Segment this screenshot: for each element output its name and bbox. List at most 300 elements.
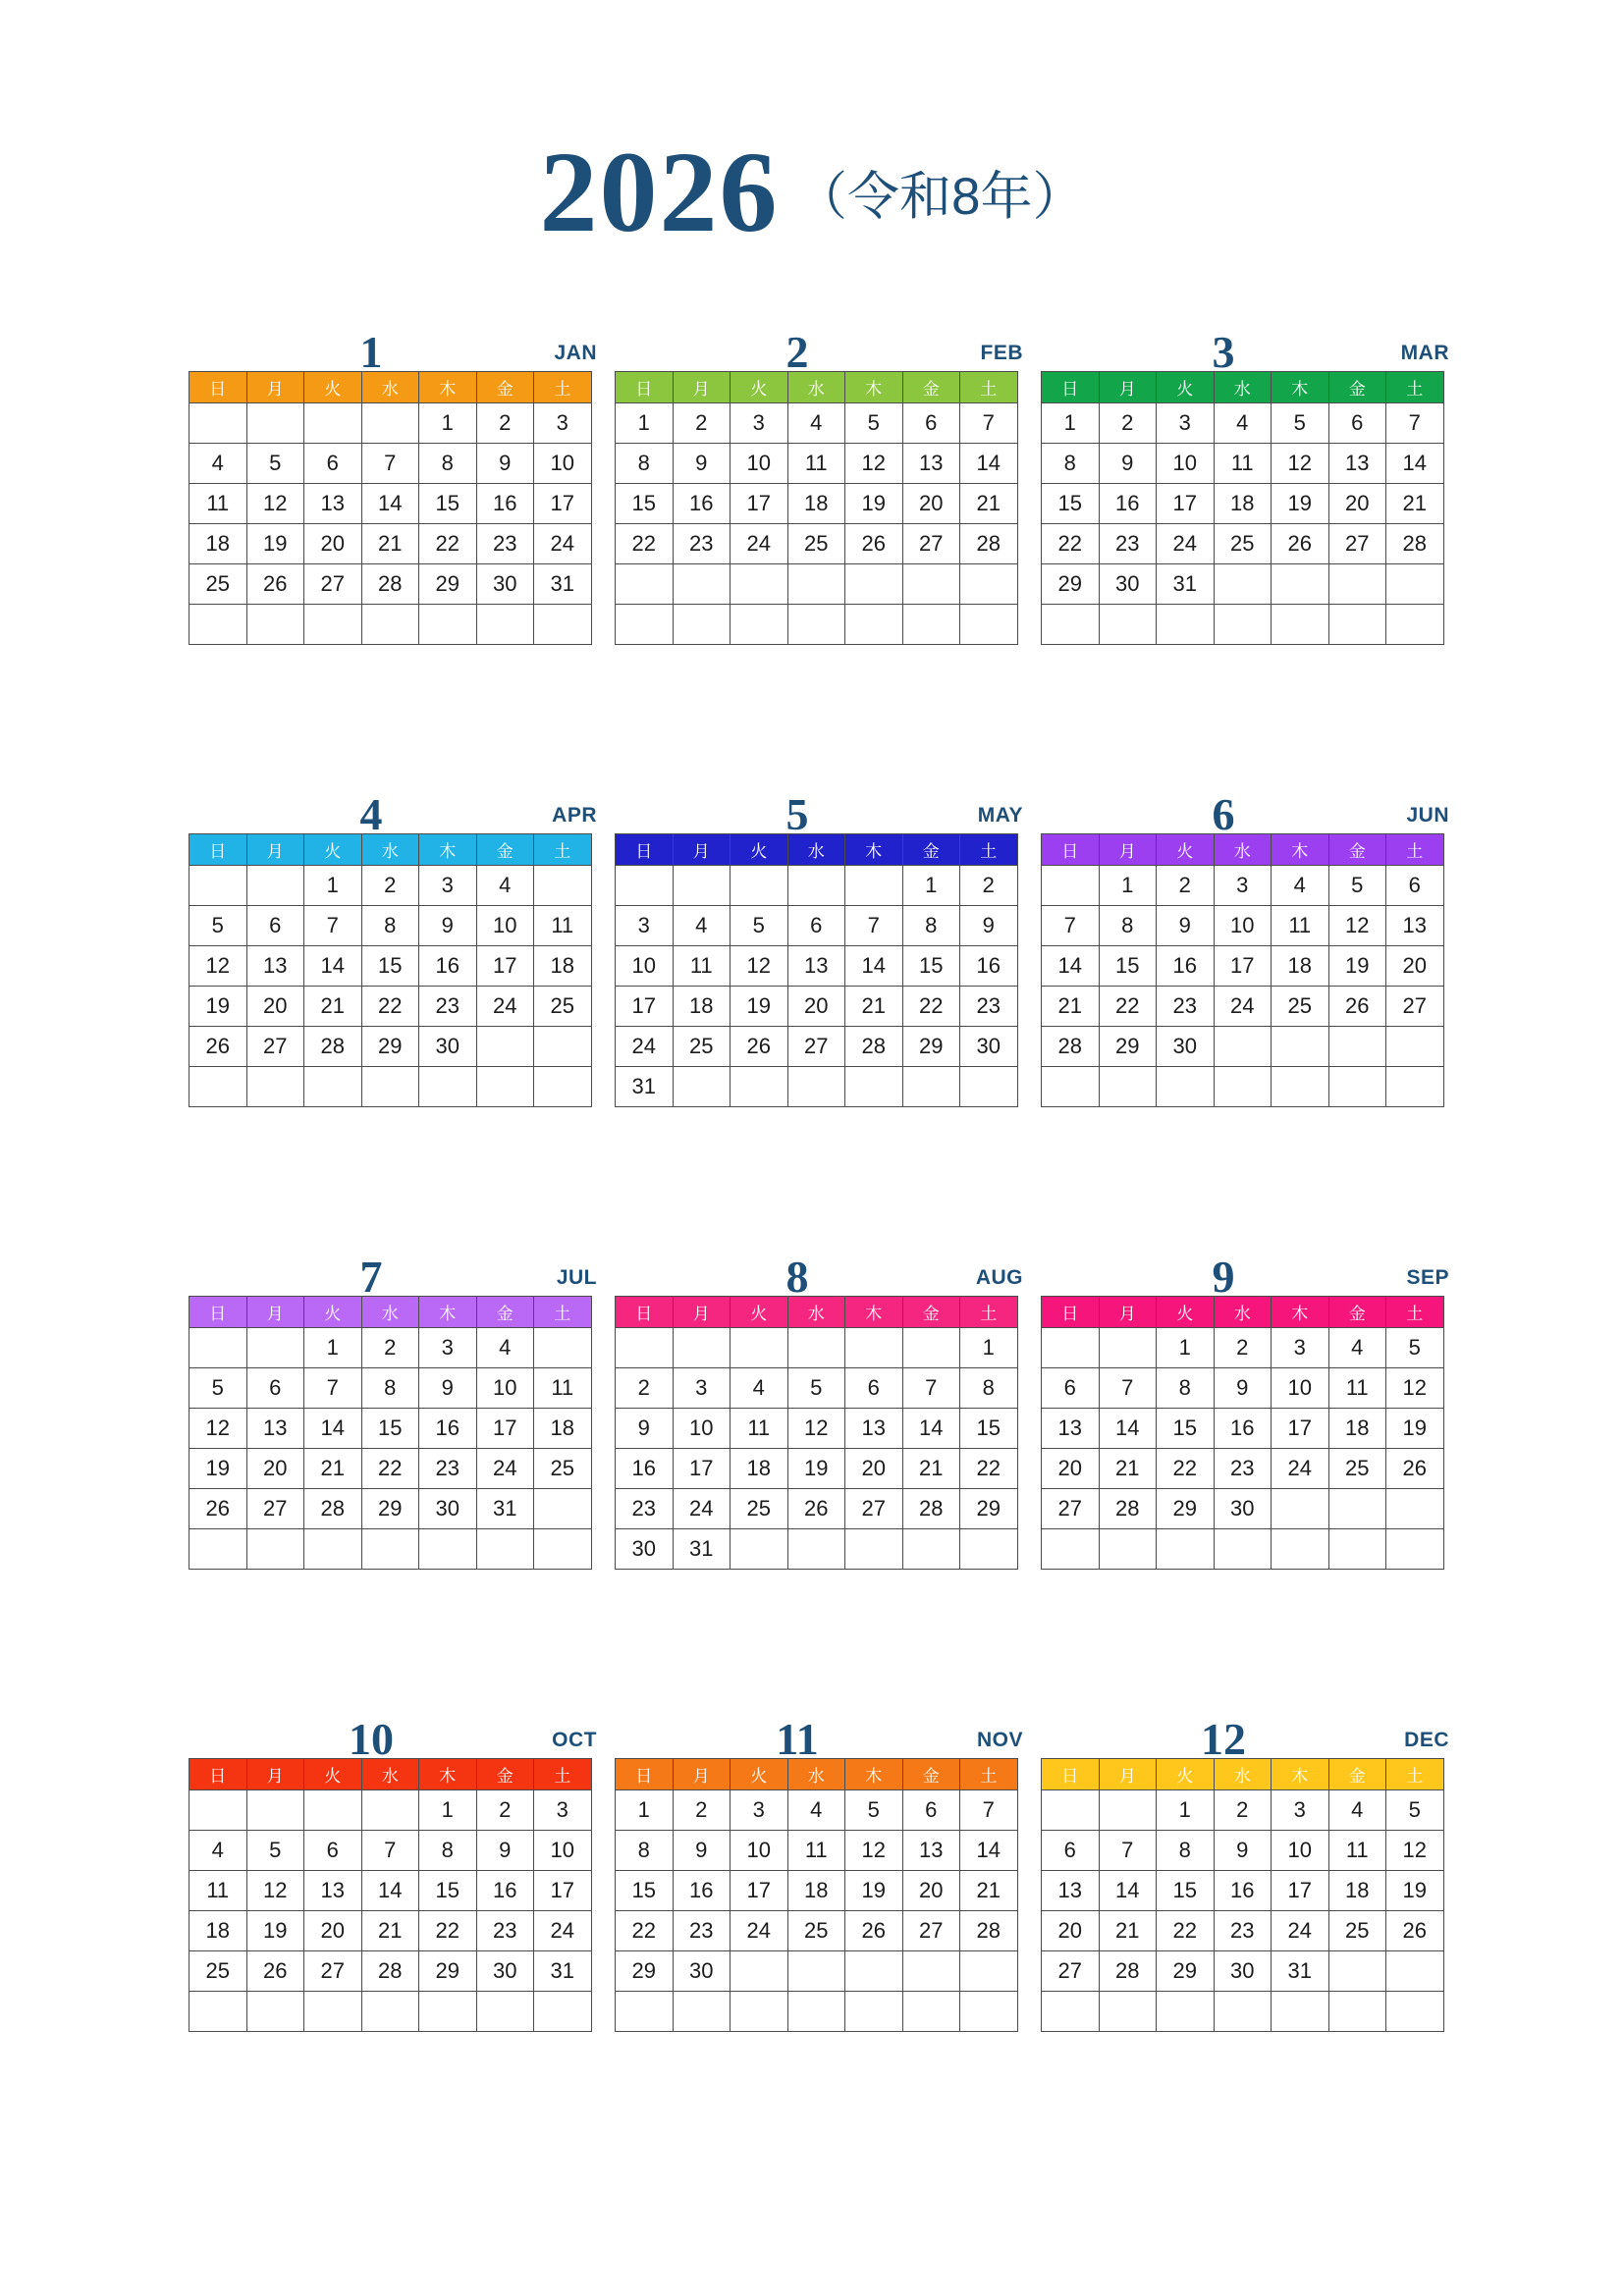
day-cell[interactable]: 30 bbox=[1099, 564, 1157, 605]
day-cell[interactable]: 17 bbox=[534, 1871, 592, 1911]
day-cell[interactable]: 10 bbox=[616, 946, 674, 987]
day-cell[interactable]: 27 bbox=[246, 1027, 304, 1067]
day-cell[interactable]: 10 bbox=[1214, 906, 1272, 946]
day-cell[interactable]: 12 bbox=[189, 946, 247, 987]
day-cell[interactable]: 5 bbox=[845, 403, 903, 444]
day-cell[interactable]: 7 bbox=[304, 906, 362, 946]
day-cell[interactable]: 13 bbox=[902, 1831, 960, 1871]
day-cell[interactable]: 21 bbox=[960, 484, 1018, 524]
day-cell[interactable]: 8 bbox=[1099, 906, 1157, 946]
day-cell[interactable]: 31 bbox=[1157, 564, 1215, 605]
day-cell[interactable]: 14 bbox=[361, 484, 419, 524]
day-cell[interactable]: 27 bbox=[902, 1911, 960, 1951]
day-cell[interactable]: 20 bbox=[304, 1911, 362, 1951]
day-cell[interactable]: 9 bbox=[476, 444, 534, 484]
day-cell[interactable]: 19 bbox=[246, 1911, 304, 1951]
day-cell[interactable]: 10 bbox=[1272, 1831, 1329, 1871]
day-cell[interactable]: 10 bbox=[534, 444, 592, 484]
day-cell[interactable]: 1 bbox=[1042, 403, 1100, 444]
day-cell[interactable]: 3 bbox=[1272, 1790, 1329, 1831]
day-cell[interactable]: 1 bbox=[616, 1790, 674, 1831]
day-cell[interactable]: 26 bbox=[845, 1911, 903, 1951]
day-cell[interactable]: 21 bbox=[1099, 1911, 1157, 1951]
day-cell[interactable]: 24 bbox=[1157, 524, 1215, 564]
day-cell[interactable]: 12 bbox=[787, 1409, 845, 1449]
day-cell[interactable]: 3 bbox=[1157, 403, 1215, 444]
day-cell[interactable]: 17 bbox=[673, 1449, 731, 1489]
day-cell[interactable]: 9 bbox=[1214, 1831, 1272, 1871]
day-cell[interactable]: 28 bbox=[361, 1951, 419, 1992]
day-cell[interactable]: 14 bbox=[361, 1871, 419, 1911]
day-cell[interactable]: 22 bbox=[960, 1449, 1018, 1489]
day-cell[interactable]: 28 bbox=[304, 1489, 362, 1529]
day-cell[interactable]: 16 bbox=[419, 946, 477, 987]
day-cell[interactable]: 27 bbox=[304, 1951, 362, 1992]
day-cell[interactable]: 7 bbox=[361, 1831, 419, 1871]
day-cell[interactable]: 1 bbox=[902, 866, 960, 906]
day-cell[interactable]: 20 bbox=[246, 1449, 304, 1489]
day-cell[interactable]: 2 bbox=[1157, 866, 1215, 906]
day-cell[interactable]: 19 bbox=[787, 1449, 845, 1489]
day-cell[interactable]: 26 bbox=[731, 1027, 788, 1067]
day-cell[interactable]: 3 bbox=[419, 866, 477, 906]
day-cell[interactable]: 12 bbox=[1386, 1831, 1444, 1871]
day-cell[interactable]: 4 bbox=[476, 866, 534, 906]
day-cell[interactable]: 17 bbox=[1272, 1409, 1329, 1449]
day-cell[interactable]: 12 bbox=[845, 444, 903, 484]
day-cell[interactable]: 2 bbox=[476, 1790, 534, 1831]
day-cell[interactable]: 21 bbox=[361, 1911, 419, 1951]
day-cell[interactable]: 29 bbox=[419, 564, 477, 605]
day-cell[interactable]: 18 bbox=[534, 946, 592, 987]
day-cell[interactable]: 30 bbox=[476, 564, 534, 605]
day-cell[interactable]: 22 bbox=[419, 524, 477, 564]
day-cell[interactable]: 18 bbox=[1272, 946, 1329, 987]
day-cell[interactable]: 22 bbox=[616, 1911, 674, 1951]
day-cell[interactable]: 8 bbox=[616, 1831, 674, 1871]
day-cell[interactable]: 6 bbox=[304, 1831, 362, 1871]
day-cell[interactable]: 8 bbox=[902, 906, 960, 946]
day-cell[interactable]: 23 bbox=[673, 524, 731, 564]
day-cell[interactable]: 24 bbox=[534, 524, 592, 564]
day-cell[interactable]: 14 bbox=[845, 946, 903, 987]
day-cell[interactable]: 22 bbox=[1157, 1449, 1215, 1489]
day-cell[interactable]: 18 bbox=[189, 524, 247, 564]
day-cell[interactable]: 11 bbox=[189, 484, 247, 524]
day-cell[interactable]: 18 bbox=[1328, 1409, 1386, 1449]
day-cell[interactable]: 25 bbox=[673, 1027, 731, 1067]
day-cell[interactable]: 25 bbox=[731, 1489, 788, 1529]
day-cell[interactable]: 28 bbox=[304, 1027, 362, 1067]
day-cell[interactable]: 7 bbox=[1042, 906, 1100, 946]
day-cell[interactable]: 10 bbox=[731, 444, 788, 484]
day-cell[interactable]: 15 bbox=[361, 946, 419, 987]
day-cell[interactable]: 13 bbox=[1042, 1409, 1100, 1449]
day-cell[interactable]: 27 bbox=[1042, 1951, 1100, 1992]
day-cell[interactable]: 23 bbox=[419, 987, 477, 1027]
day-cell[interactable]: 27 bbox=[1386, 987, 1444, 1027]
day-cell[interactable]: 5 bbox=[189, 906, 247, 946]
day-cell[interactable]: 20 bbox=[902, 484, 960, 524]
day-cell[interactable]: 9 bbox=[616, 1409, 674, 1449]
day-cell[interactable]: 20 bbox=[902, 1871, 960, 1911]
day-cell[interactable]: 14 bbox=[304, 946, 362, 987]
day-cell[interactable]: 10 bbox=[534, 1831, 592, 1871]
day-cell[interactable]: 12 bbox=[189, 1409, 247, 1449]
day-cell[interactable]: 20 bbox=[1328, 484, 1386, 524]
day-cell[interactable]: 14 bbox=[960, 444, 1018, 484]
day-cell[interactable]: 18 bbox=[731, 1449, 788, 1489]
day-cell[interactable]: 4 bbox=[1214, 403, 1272, 444]
day-cell[interactable]: 2 bbox=[960, 866, 1018, 906]
day-cell[interactable]: 19 bbox=[731, 987, 788, 1027]
day-cell[interactable]: 5 bbox=[1328, 866, 1386, 906]
day-cell[interactable]: 8 bbox=[616, 444, 674, 484]
day-cell[interactable]: 28 bbox=[1386, 524, 1444, 564]
day-cell[interactable]: 25 bbox=[1214, 524, 1272, 564]
day-cell[interactable]: 24 bbox=[731, 524, 788, 564]
day-cell[interactable]: 27 bbox=[845, 1489, 903, 1529]
day-cell[interactable]: 24 bbox=[731, 1911, 788, 1951]
day-cell[interactable]: 22 bbox=[1042, 524, 1100, 564]
day-cell[interactable]: 22 bbox=[419, 1911, 477, 1951]
day-cell[interactable]: 1 bbox=[419, 403, 477, 444]
day-cell[interactable]: 18 bbox=[787, 484, 845, 524]
day-cell[interactable]: 29 bbox=[1099, 1027, 1157, 1067]
day-cell[interactable]: 13 bbox=[787, 946, 845, 987]
day-cell[interactable]: 19 bbox=[1272, 484, 1329, 524]
day-cell[interactable]: 10 bbox=[673, 1409, 731, 1449]
day-cell[interactable]: 4 bbox=[476, 1328, 534, 1368]
day-cell[interactable]: 31 bbox=[1272, 1951, 1329, 1992]
day-cell[interactable]: 6 bbox=[902, 403, 960, 444]
day-cell[interactable]: 18 bbox=[1328, 1871, 1386, 1911]
day-cell[interactable]: 5 bbox=[1386, 1790, 1444, 1831]
day-cell[interactable]: 22 bbox=[1099, 987, 1157, 1027]
day-cell[interactable]: 26 bbox=[1272, 524, 1329, 564]
day-cell[interactable]: 23 bbox=[419, 1449, 477, 1489]
day-cell[interactable]: 21 bbox=[902, 1449, 960, 1489]
day-cell[interactable]: 3 bbox=[1214, 866, 1272, 906]
day-cell[interactable]: 6 bbox=[1328, 403, 1386, 444]
day-cell[interactable]: 23 bbox=[1099, 524, 1157, 564]
day-cell[interactable]: 3 bbox=[419, 1328, 477, 1368]
day-cell[interactable]: 16 bbox=[673, 1871, 731, 1911]
day-cell[interactable]: 1 bbox=[1157, 1328, 1215, 1368]
day-cell[interactable]: 28 bbox=[960, 1911, 1018, 1951]
day-cell[interactable]: 23 bbox=[476, 524, 534, 564]
day-cell[interactable]: 15 bbox=[616, 484, 674, 524]
day-cell[interactable]: 20 bbox=[246, 987, 304, 1027]
day-cell[interactable]: 8 bbox=[419, 1831, 477, 1871]
day-cell[interactable]: 26 bbox=[787, 1489, 845, 1529]
day-cell[interactable]: 25 bbox=[1272, 987, 1329, 1027]
day-cell[interactable]: 25 bbox=[534, 1449, 592, 1489]
day-cell[interactable]: 24 bbox=[616, 1027, 674, 1067]
day-cell[interactable]: 20 bbox=[787, 987, 845, 1027]
day-cell[interactable]: 23 bbox=[616, 1489, 674, 1529]
day-cell[interactable]: 6 bbox=[246, 906, 304, 946]
day-cell[interactable]: 15 bbox=[1157, 1409, 1215, 1449]
day-cell[interactable]: 25 bbox=[534, 987, 592, 1027]
day-cell[interactable]: 22 bbox=[361, 987, 419, 1027]
day-cell[interactable]: 20 bbox=[1042, 1449, 1100, 1489]
day-cell[interactable]: 20 bbox=[1386, 946, 1444, 987]
day-cell[interactable]: 2 bbox=[616, 1368, 674, 1409]
day-cell[interactable]: 26 bbox=[1328, 987, 1386, 1027]
day-cell[interactable]: 10 bbox=[476, 1368, 534, 1409]
day-cell[interactable]: 27 bbox=[246, 1489, 304, 1529]
day-cell[interactable]: 13 bbox=[246, 1409, 304, 1449]
day-cell[interactable]: 14 bbox=[1386, 444, 1444, 484]
day-cell[interactable]: 4 bbox=[1328, 1790, 1386, 1831]
day-cell[interactable]: 1 bbox=[1157, 1790, 1215, 1831]
day-cell[interactable]: 3 bbox=[1272, 1328, 1329, 1368]
day-cell[interactable]: 2 bbox=[673, 1790, 731, 1831]
day-cell[interactable]: 12 bbox=[845, 1831, 903, 1871]
day-cell[interactable]: 11 bbox=[1328, 1831, 1386, 1871]
day-cell[interactable]: 30 bbox=[419, 1489, 477, 1529]
day-cell[interactable]: 30 bbox=[476, 1951, 534, 1992]
day-cell[interactable]: 19 bbox=[1386, 1409, 1444, 1449]
day-cell[interactable]: 6 bbox=[902, 1790, 960, 1831]
day-cell[interactable]: 29 bbox=[419, 1951, 477, 1992]
day-cell[interactable]: 2 bbox=[361, 866, 419, 906]
day-cell[interactable]: 30 bbox=[960, 1027, 1018, 1067]
day-cell[interactable]: 20 bbox=[1042, 1911, 1100, 1951]
day-cell[interactable]: 31 bbox=[534, 1951, 592, 1992]
day-cell[interactable]: 22 bbox=[361, 1449, 419, 1489]
day-cell[interactable]: 21 bbox=[960, 1871, 1018, 1911]
day-cell[interactable]: 11 bbox=[731, 1409, 788, 1449]
day-cell[interactable]: 15 bbox=[1157, 1871, 1215, 1911]
day-cell[interactable]: 26 bbox=[845, 524, 903, 564]
day-cell[interactable]: 7 bbox=[902, 1368, 960, 1409]
day-cell[interactable]: 24 bbox=[476, 987, 534, 1027]
day-cell[interactable]: 1 bbox=[304, 866, 362, 906]
day-cell[interactable]: 6 bbox=[787, 906, 845, 946]
day-cell[interactable]: 28 bbox=[845, 1027, 903, 1067]
day-cell[interactable]: 28 bbox=[1042, 1027, 1100, 1067]
day-cell[interactable]: 16 bbox=[476, 1871, 534, 1911]
day-cell[interactable]: 29 bbox=[1157, 1489, 1215, 1529]
day-cell[interactable]: 25 bbox=[1328, 1911, 1386, 1951]
day-cell[interactable]: 11 bbox=[189, 1871, 247, 1911]
day-cell[interactable]: 6 bbox=[845, 1368, 903, 1409]
day-cell[interactable]: 21 bbox=[1386, 484, 1444, 524]
day-cell[interactable]: 9 bbox=[419, 906, 477, 946]
day-cell[interactable]: 8 bbox=[361, 906, 419, 946]
day-cell[interactable]: 25 bbox=[189, 1951, 247, 1992]
day-cell[interactable]: 24 bbox=[534, 1911, 592, 1951]
day-cell[interactable]: 1 bbox=[1099, 866, 1157, 906]
day-cell[interactable]: 16 bbox=[1214, 1409, 1272, 1449]
day-cell[interactable]: 12 bbox=[731, 946, 788, 987]
day-cell[interactable]: 21 bbox=[304, 987, 362, 1027]
day-cell[interactable]: 19 bbox=[845, 1871, 903, 1911]
day-cell[interactable]: 9 bbox=[673, 444, 731, 484]
day-cell[interactable]: 17 bbox=[731, 1871, 788, 1911]
day-cell[interactable]: 19 bbox=[1328, 946, 1386, 987]
day-cell[interactable]: 8 bbox=[960, 1368, 1018, 1409]
day-cell[interactable]: 23 bbox=[1157, 987, 1215, 1027]
day-cell[interactable]: 29 bbox=[361, 1489, 419, 1529]
day-cell[interactable]: 9 bbox=[1157, 906, 1215, 946]
day-cell[interactable]: 23 bbox=[1214, 1449, 1272, 1489]
day-cell[interactable]: 1 bbox=[616, 403, 674, 444]
day-cell[interactable]: 2 bbox=[1214, 1790, 1272, 1831]
day-cell[interactable]: 24 bbox=[673, 1489, 731, 1529]
day-cell[interactable]: 23 bbox=[960, 987, 1018, 1027]
day-cell[interactable]: 31 bbox=[476, 1489, 534, 1529]
day-cell[interactable]: 11 bbox=[787, 444, 845, 484]
day-cell[interactable]: 30 bbox=[673, 1951, 731, 1992]
day-cell[interactable]: 12 bbox=[1386, 1368, 1444, 1409]
day-cell[interactable]: 2 bbox=[476, 403, 534, 444]
day-cell[interactable]: 29 bbox=[361, 1027, 419, 1067]
day-cell[interactable]: 4 bbox=[787, 1790, 845, 1831]
day-cell[interactable]: 30 bbox=[419, 1027, 477, 1067]
day-cell[interactable]: 27 bbox=[304, 564, 362, 605]
day-cell[interactable]: 25 bbox=[189, 564, 247, 605]
day-cell[interactable]: 17 bbox=[534, 484, 592, 524]
day-cell[interactable]: 8 bbox=[419, 444, 477, 484]
day-cell[interactable]: 15 bbox=[1099, 946, 1157, 987]
day-cell[interactable]: 29 bbox=[1157, 1951, 1215, 1992]
day-cell[interactable]: 14 bbox=[960, 1831, 1018, 1871]
day-cell[interactable]: 21 bbox=[1099, 1449, 1157, 1489]
day-cell[interactable]: 15 bbox=[361, 1409, 419, 1449]
day-cell[interactable]: 13 bbox=[1328, 444, 1386, 484]
day-cell[interactable]: 26 bbox=[189, 1027, 247, 1067]
day-cell[interactable]: 9 bbox=[960, 906, 1018, 946]
day-cell[interactable]: 17 bbox=[731, 484, 788, 524]
day-cell[interactable]: 7 bbox=[1099, 1831, 1157, 1871]
day-cell[interactable]: 7 bbox=[960, 1790, 1018, 1831]
day-cell[interactable]: 11 bbox=[1328, 1368, 1386, 1409]
day-cell[interactable]: 28 bbox=[361, 564, 419, 605]
day-cell[interactable]: 11 bbox=[534, 1368, 592, 1409]
day-cell[interactable]: 5 bbox=[246, 444, 304, 484]
day-cell[interactable]: 4 bbox=[189, 1831, 247, 1871]
day-cell[interactable]: 25 bbox=[1328, 1449, 1386, 1489]
day-cell[interactable]: 23 bbox=[1214, 1911, 1272, 1951]
day-cell[interactable]: 1 bbox=[304, 1328, 362, 1368]
day-cell[interactable]: 27 bbox=[1328, 524, 1386, 564]
day-cell[interactable]: 14 bbox=[1042, 946, 1100, 987]
day-cell[interactable]: 31 bbox=[673, 1529, 731, 1570]
day-cell[interactable]: 24 bbox=[476, 1449, 534, 1489]
day-cell[interactable]: 6 bbox=[1042, 1368, 1100, 1409]
day-cell[interactable]: 5 bbox=[731, 906, 788, 946]
day-cell[interactable]: 5 bbox=[246, 1831, 304, 1871]
day-cell[interactable]: 4 bbox=[731, 1368, 788, 1409]
day-cell[interactable]: 15 bbox=[960, 1409, 1018, 1449]
day-cell[interactable]: 12 bbox=[246, 1871, 304, 1911]
day-cell[interactable]: 3 bbox=[616, 906, 674, 946]
day-cell[interactable]: 16 bbox=[960, 946, 1018, 987]
day-cell[interactable]: 19 bbox=[189, 1449, 247, 1489]
day-cell[interactable]: 24 bbox=[1272, 1911, 1329, 1951]
day-cell[interactable]: 13 bbox=[246, 946, 304, 987]
day-cell[interactable]: 7 bbox=[845, 906, 903, 946]
day-cell[interactable]: 13 bbox=[304, 1871, 362, 1911]
day-cell[interactable]: 18 bbox=[534, 1409, 592, 1449]
day-cell[interactable]: 27 bbox=[902, 524, 960, 564]
day-cell[interactable]: 16 bbox=[1157, 946, 1215, 987]
day-cell[interactable]: 17 bbox=[476, 946, 534, 987]
day-cell[interactable]: 5 bbox=[1272, 403, 1329, 444]
day-cell[interactable]: 20 bbox=[304, 524, 362, 564]
day-cell[interactable]: 3 bbox=[731, 403, 788, 444]
day-cell[interactable]: 26 bbox=[246, 1951, 304, 1992]
day-cell[interactable]: 8 bbox=[1042, 444, 1100, 484]
day-cell[interactable]: 3 bbox=[731, 1790, 788, 1831]
day-cell[interactable]: 5 bbox=[1386, 1328, 1444, 1368]
day-cell[interactable]: 22 bbox=[1157, 1911, 1215, 1951]
day-cell[interactable]: 19 bbox=[845, 484, 903, 524]
day-cell[interactable]: 21 bbox=[304, 1449, 362, 1489]
day-cell[interactable]: 25 bbox=[787, 524, 845, 564]
day-cell[interactable]: 11 bbox=[534, 906, 592, 946]
day-cell[interactable]: 15 bbox=[902, 946, 960, 987]
day-cell[interactable]: 17 bbox=[1157, 484, 1215, 524]
day-cell[interactable]: 22 bbox=[616, 524, 674, 564]
day-cell[interactable]: 16 bbox=[616, 1449, 674, 1489]
day-cell[interactable]: 11 bbox=[787, 1831, 845, 1871]
day-cell[interactable]: 11 bbox=[1214, 444, 1272, 484]
day-cell[interactable]: 28 bbox=[902, 1489, 960, 1529]
day-cell[interactable]: 19 bbox=[246, 524, 304, 564]
day-cell[interactable]: 20 bbox=[845, 1449, 903, 1489]
day-cell[interactable]: 9 bbox=[476, 1831, 534, 1871]
day-cell[interactable]: 18 bbox=[673, 987, 731, 1027]
day-cell[interactable]: 29 bbox=[1042, 564, 1100, 605]
day-cell[interactable]: 7 bbox=[1099, 1368, 1157, 1409]
day-cell[interactable]: 25 bbox=[787, 1911, 845, 1951]
day-cell[interactable]: 8 bbox=[1157, 1368, 1215, 1409]
day-cell[interactable]: 23 bbox=[673, 1911, 731, 1951]
day-cell[interactable]: 13 bbox=[1386, 906, 1444, 946]
day-cell[interactable]: 3 bbox=[534, 1790, 592, 1831]
day-cell[interactable]: 28 bbox=[1099, 1489, 1157, 1529]
day-cell[interactable]: 30 bbox=[1157, 1027, 1215, 1067]
day-cell[interactable]: 4 bbox=[189, 444, 247, 484]
day-cell[interactable]: 17 bbox=[1214, 946, 1272, 987]
day-cell[interactable]: 6 bbox=[1386, 866, 1444, 906]
day-cell[interactable]: 7 bbox=[960, 403, 1018, 444]
day-cell[interactable]: 4 bbox=[787, 403, 845, 444]
day-cell[interactable]: 13 bbox=[902, 444, 960, 484]
day-cell[interactable]: 4 bbox=[673, 906, 731, 946]
day-cell[interactable]: 21 bbox=[845, 987, 903, 1027]
day-cell[interactable]: 3 bbox=[534, 403, 592, 444]
day-cell[interactable]: 31 bbox=[616, 1067, 674, 1107]
day-cell[interactable]: 22 bbox=[902, 987, 960, 1027]
day-cell[interactable]: 27 bbox=[1042, 1489, 1100, 1529]
day-cell[interactable]: 12 bbox=[1272, 444, 1329, 484]
day-cell[interactable]: 15 bbox=[616, 1871, 674, 1911]
day-cell[interactable]: 7 bbox=[361, 444, 419, 484]
day-cell[interactable]: 15 bbox=[1042, 484, 1100, 524]
day-cell[interactable]: 9 bbox=[1214, 1368, 1272, 1409]
day-cell[interactable]: 12 bbox=[246, 484, 304, 524]
day-cell[interactable]: 7 bbox=[1386, 403, 1444, 444]
day-cell[interactable]: 21 bbox=[1042, 987, 1100, 1027]
day-cell[interactable]: 3 bbox=[673, 1368, 731, 1409]
day-cell[interactable]: 10 bbox=[476, 906, 534, 946]
day-cell[interactable]: 21 bbox=[361, 524, 419, 564]
